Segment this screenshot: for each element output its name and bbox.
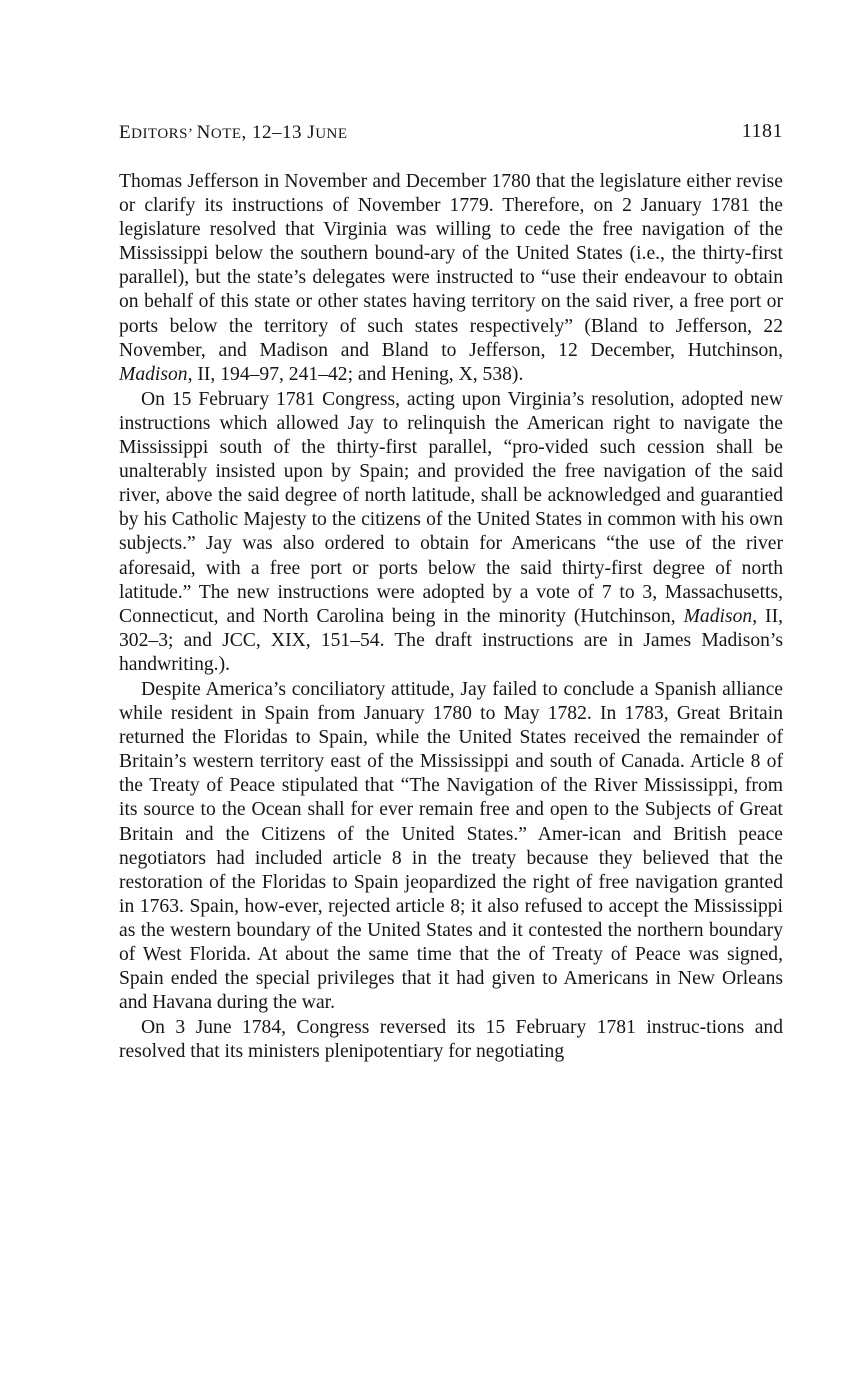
paragraph-1-text-b: , II, 194–97, 241–42; and Hening, X, 538). — [187, 363, 524, 385]
title-smallcaps-editors: DITORS’ — [131, 126, 197, 142]
title-smallcaps-note: OTE — [210, 126, 242, 142]
paragraph-1-text-a: Thomas Jefferson in November and December 1780 that the legislature either revise or clarify its instructions of November 1779. Therefore, on 2 January 1781 the legislature resolved that Virginia was willing to cede the free navigation of the Mississippi below the southern bound-ary of the United States (i.e., the thirty-first parallel), but the state’s delegates were instructed to “use their endeavour to obtain on behalf of this state or other states having territory on the said river, a free port or ports below the territory of such states respectively” (Bland to Jefferson, 22 November, and Madison and Bland to Jefferson, 12 December, Hutchinson, — [119, 171, 783, 361]
title-initial-editors: E — [119, 122, 132, 143]
paragraph-3: Despite America’s conciliatory attitude, Jay failed to conclude a Spanish alliance while resident in Spain from January 1780 to May 1782. In 1783, Great Britain returned the Floridas to Spain, while the United States received the remainder of Britain’s western territory east of the Mississippi and south of Canada. Article 8 of the Treaty of Peace stipulated that “The Navigation of the River Mississippi, from its source to the Ocean shall for ever remain free and open to the Subjects of Great Britain and the Citizens of the United States.” Amer-ican and British peace negotiators had included article 8 in the treaty because they believed that the restoration of the Floridas to Spain jeopardized the right of free navigation granted in 1763. Spain, how-ever, rejected article 8; it also refused to accept the Mississippi as the western boundary of the United States and it contested the northern boundary of West Florida. At about the same time that the of Treaty of Peace was signed, Spain ended the special privileges that it had given to Americans in New Orleans and Havana during the war. — [119, 678, 783, 1014]
page-number: 1181 — [741, 120, 783, 142]
title-initial-note: N — [196, 122, 211, 143]
paragraph-1-italic: Madison — [119, 363, 188, 385]
paragraph-1 — [119, 170, 783, 387]
body-text — [119, 170, 783, 1064]
paragraph-2-text-a: On 15 February 1781 Congress, acting upon Virginia’s resolution, adopted new instructions which allowed Jay to relinquish the American right to navigate the Mississippi south of the thirty-first parallel, “pro-vided such cession shall be unalterably insisted upon by Spain; and provided the free navigation of the said river, above the said degree of north latitude, shall be acknowledged and guarantied by his Catholic Majesty to the citizens of the United States in common with his own subjects.” Jay was also ordered to obtain for Americans “the use of the river aforesaid, with a free port or ports below the said thirty-first degree of north latitude.” The new instructions were adopted by a vote of 7 to 3, Massachusetts, Connecticut, and North Carolina being in the minority (Hutchinson, — [119, 388, 783, 627]
paragraph-2-italic: Madison — [683, 605, 753, 627]
running-head — [119, 118, 783, 152]
running-head-title — [119, 122, 348, 144]
paragraph-4: On 3 June 1784, Congress reversed its 15 February 1781 instruc-tions and resolved that its ministers plenipotentiary for negotiating — [119, 1017, 783, 1063]
document-page — [119, 118, 783, 1065]
paragraph-2 — [119, 388, 783, 677]
title-smallcaps-june: UNE — [315, 126, 348, 142]
paragraph-2-text-b: , II, 302–3; and JCC, XIX, 151–54. The draft instructions are in James Madison’s handwriting.). — [119, 605, 783, 675]
title-date: , 12–13 — [241, 122, 308, 143]
title-initial-june: J — [307, 122, 316, 143]
